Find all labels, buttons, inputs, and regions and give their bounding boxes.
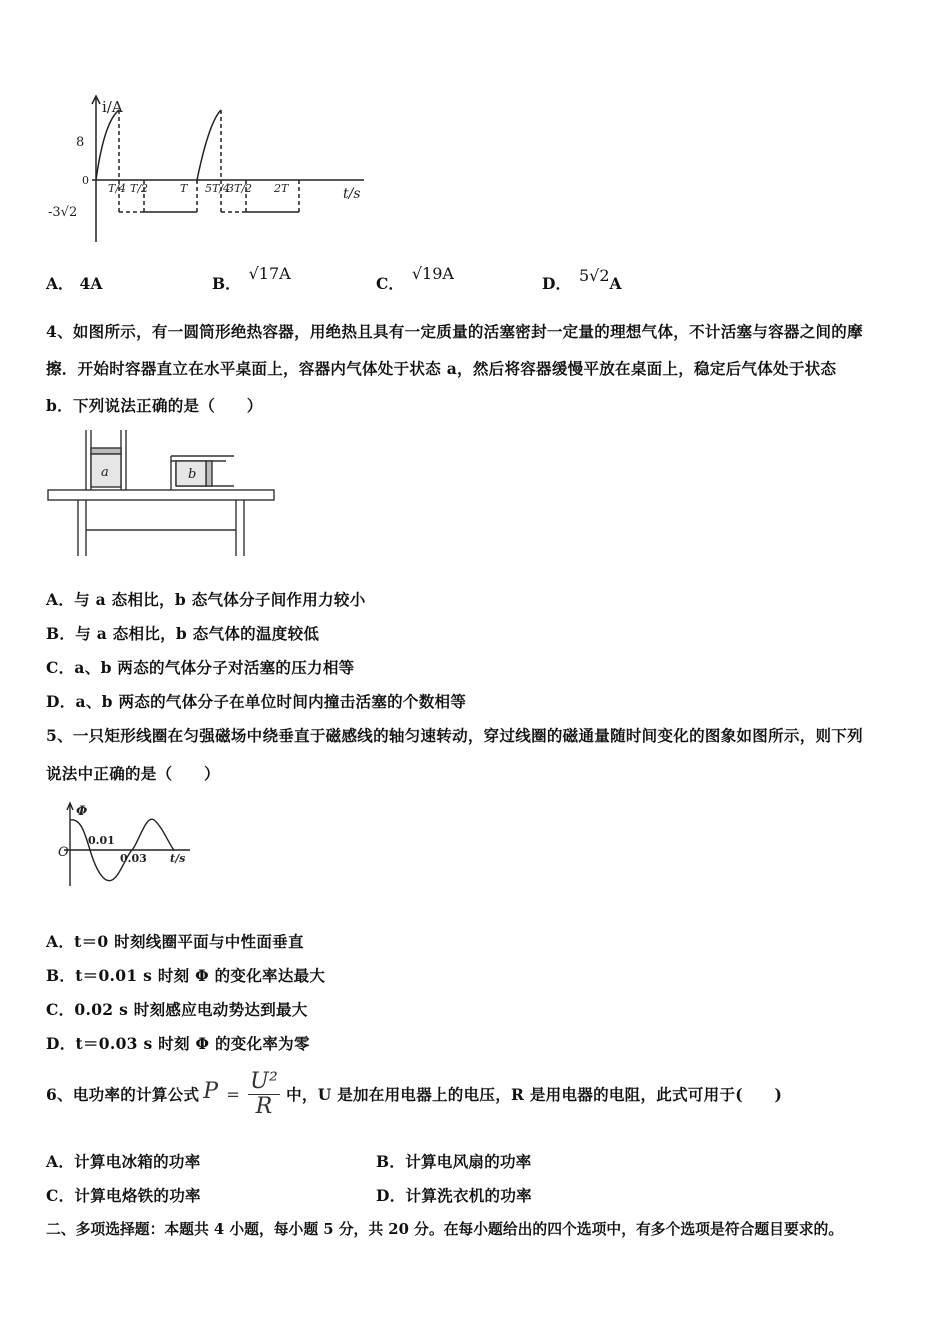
q5-option-b: B．t＝0.01 s 时刻 Φ 的变化率达最大 [46, 966, 326, 985]
q5-option-a: A．t＝0 时刻线圈平面与中性面垂直 [46, 932, 304, 951]
section-2-heading: 二、多项选择题：本题共 4 小题，每小题 5 分，共 20 分。在每小题给出的四个选项中，有多个选项是符合题目要求的。 [46, 1221, 844, 1238]
x-tick-5t4: 5T/4 [205, 182, 231, 195]
q3-option-d [542, 266, 622, 294]
q6-option-c: C．计算电烙铁的功率 [46, 1186, 201, 1205]
label-b: b [188, 467, 197, 482]
option-text: 4A [79, 274, 103, 293]
formula-numerator: U² [250, 1068, 279, 1094]
formula-fraction [248, 1070, 280, 1119]
q6-option-d: D．计算洗衣机的功率 [376, 1186, 532, 1205]
y-tick-8: 8 [76, 135, 85, 150]
pulse-2 [197, 110, 221, 180]
q4-option-c: C．a、b 两态的气体分子对活塞的压力相等 [46, 658, 355, 677]
q4-line-1: 4、如图所示，有一圆筒形绝热容器，用绝热且具有一定质量的活塞密封一定量的理想气体，不计活塞与容器之间的摩 [46, 322, 863, 341]
q4-container-figure [46, 426, 278, 558]
option-text: 5√2 [578, 266, 610, 285]
q5-option-d: D．t＝0.03 s 时刻 Φ 的变化率为零 [46, 1034, 310, 1053]
q4-option-a: A．与 a 态相比，b 态气体分子间作用力较小 [46, 590, 366, 609]
q5-line-2: 说法中正确的是（ ） [46, 764, 220, 783]
q6-suffix: 中，U 是加在用电器上的电压，R 是用电器的电阻，此式可用于( ) [286, 1085, 783, 1104]
t-axis-label: t/s [170, 852, 186, 865]
option-letter: D． [542, 274, 571, 293]
piston-b [206, 461, 212, 486]
option-text: √17A [248, 264, 291, 283]
formula-lhs: P [203, 1078, 219, 1104]
option-unit: A [609, 274, 622, 293]
q6-prefix: 6、电功率的计算公式 [46, 1085, 200, 1104]
y-tick-neg: -3√2 [48, 205, 78, 220]
x-tick-t4: T/4 [108, 182, 127, 195]
phi-label: Φ [76, 804, 88, 819]
q3-option-b [212, 264, 291, 294]
option-text: √19A [411, 264, 454, 283]
pulse-1 [96, 110, 119, 180]
option-letter: B． [212, 274, 241, 293]
option-letter: A． [46, 274, 74, 293]
flux-time-graph [50, 800, 226, 892]
x-tick-2t: 2T [274, 182, 289, 195]
q4-line-3: b．下列说法正确的是（ ） [46, 396, 263, 415]
tick-001: 0.01 [88, 834, 115, 847]
tick-003: 0.03 [120, 852, 147, 865]
q4-option-b: B．与 a 态相比，b 态气体的温度较低 [46, 624, 320, 643]
q4-option-d: D．a、b 两态的气体分子在单位时间内撞击活塞的个数相等 [46, 692, 467, 711]
y-tick-0: 0 [82, 174, 89, 187]
q5-line-1: 5、一只矩形线圈在匀强磁场中绕垂直于磁感线的轴匀速转动，穿过线圈的磁通量随时间变化的图象如图所示，则下列 [46, 726, 863, 745]
q6-stem [46, 1068, 782, 1120]
origin-label: O [58, 845, 69, 860]
x-axis-label: t/s [343, 186, 361, 202]
q3-option-a [46, 272, 102, 294]
option-letter: C． [376, 274, 404, 293]
q5-option-c: C．0.02 s 时刻感应电动势达到最大 [46, 1000, 308, 1019]
q6-option-a: A．计算电冰箱的功率 [46, 1152, 201, 1171]
table-top [48, 490, 274, 500]
label-a: a [101, 465, 109, 480]
formula-equals: = [226, 1084, 241, 1104]
formula-denominator: R [255, 1093, 273, 1119]
current-time-graph [44, 92, 374, 252]
piston-a [91, 448, 121, 454]
y-axis-label: i/A [102, 98, 123, 116]
q6-option-b: B．计算电风扇的功率 [376, 1152, 532, 1171]
x-tick-t: T [180, 182, 188, 195]
q3-option-c [376, 264, 454, 294]
q4-line-2: 擦．开始时容器直立在水平桌面上，容器内气体处于状态 a，然后将容器缓慢平放在桌面上，稳定后气体处于状态 [46, 359, 837, 378]
x-tick-3t2: 3T/2 [227, 182, 253, 195]
x-tick-t2: T/2 [130, 182, 149, 195]
